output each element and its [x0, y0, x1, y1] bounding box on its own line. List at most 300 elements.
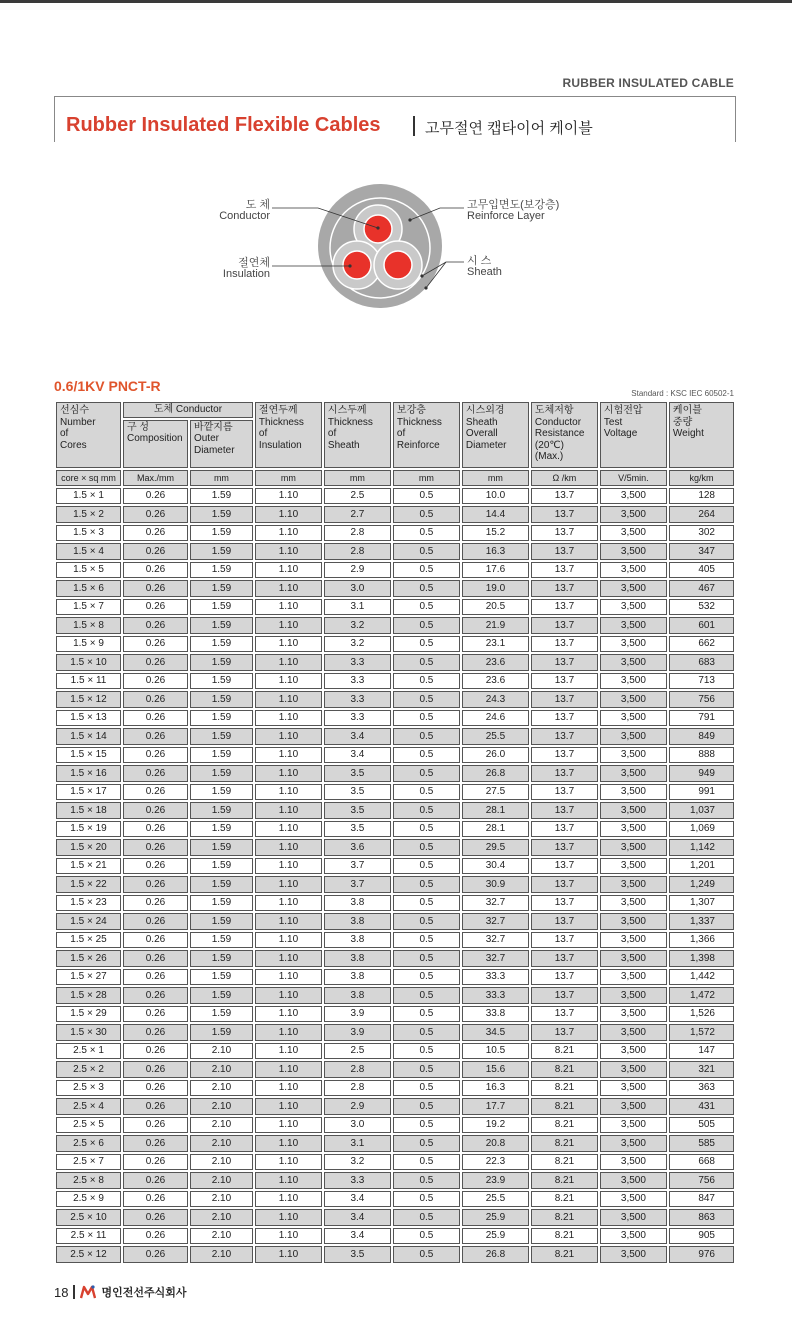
table-cell: 3.8	[324, 895, 391, 912]
table-cell: 1.59	[190, 1006, 253, 1023]
table-cell: 1.10	[255, 821, 322, 838]
table-cell: 26.0	[462, 747, 529, 764]
table-cell: 0.26	[123, 895, 188, 912]
section-title: 0.6/1KV PNCT-R	[54, 378, 161, 394]
company-name: 명인전선주식회사	[101, 1287, 187, 1299]
conductor-label-ko: 도 체	[245, 199, 270, 211]
table-cell: 1.59	[190, 488, 253, 505]
table-cell: 1.59	[190, 506, 253, 523]
table-cell: 264	[669, 506, 734, 523]
table-cell: 3,500	[600, 599, 667, 616]
table-cell: 32.7	[462, 913, 529, 930]
table-cell: 1.10	[255, 895, 322, 912]
header-conductor-resistance: 도체저항 Conductor Resistance (20℃) (Max.)	[531, 402, 598, 468]
table-cell: 2.10	[190, 1061, 253, 1078]
table-cell: 3,500	[600, 728, 667, 745]
table-cell: 13.7	[531, 858, 598, 875]
table-row	[56, 969, 734, 986]
table-cell: 0.5	[393, 969, 460, 986]
table-cell: 1.10	[255, 802, 322, 819]
sheath-label-en: Sheath	[467, 266, 502, 278]
table-cell: 0.5	[393, 654, 460, 671]
table-cell: 3.2	[324, 617, 391, 634]
table-cell: 1.59	[190, 636, 253, 653]
table-cell: 1.5 × 16	[56, 765, 121, 782]
table-cell: 3,500	[600, 543, 667, 560]
table-cell: 1.10	[255, 691, 322, 708]
table-cell: 3.5	[324, 765, 391, 782]
table-cell: 662	[669, 636, 734, 653]
table-cell: 13.7	[531, 599, 598, 616]
table-cell: 2.5	[324, 488, 391, 505]
table-cell: 0.5	[393, 1135, 460, 1152]
table-cell: 3,500	[600, 913, 667, 930]
table-cell: 3,500	[600, 858, 667, 875]
table-cell: 19.0	[462, 580, 529, 597]
table-row	[56, 876, 734, 893]
table-cell: 2.8	[324, 1061, 391, 1078]
table-cell: 1.10	[255, 728, 322, 745]
table-cell: 1.10	[255, 1080, 322, 1097]
table-cell: 0.26	[123, 1006, 188, 1023]
table-cell: 3,500	[600, 932, 667, 949]
table-cell: 321	[669, 1061, 734, 1078]
table-cell: 32.7	[462, 932, 529, 949]
table-cell: 0.26	[123, 617, 188, 634]
page-number: 18	[54, 1284, 69, 1300]
table-cell: 3.2	[324, 636, 391, 653]
table-cell: 3,500	[600, 673, 667, 690]
table-cell: 3,500	[600, 839, 667, 856]
table-cell: 2.7	[324, 506, 391, 523]
table-cell: 2.10	[190, 1209, 253, 1226]
table-row	[56, 710, 734, 727]
table-cell: 0.5	[393, 1209, 460, 1226]
table-cell: 15.2	[462, 525, 529, 542]
table-cell: 1.5 × 27	[56, 969, 121, 986]
page-title: Rubber Insulated Flexible Cables	[66, 114, 381, 136]
table-cell: 13.7	[531, 969, 598, 986]
table-row	[56, 1117, 734, 1134]
table-cell: 1.10	[255, 784, 322, 801]
table-row	[56, 913, 734, 930]
table-cell: 1.59	[190, 913, 253, 930]
table-row	[56, 950, 734, 967]
table-cell: 1.59	[190, 691, 253, 708]
table-cell: 1.10	[255, 913, 322, 930]
table-cell: 0.5	[393, 525, 460, 542]
insulation-label-en: Insulation	[222, 268, 270, 280]
table-cell: 3.1	[324, 599, 391, 616]
table-cell: 8.21	[531, 1172, 598, 1189]
table-row	[56, 1024, 734, 1041]
table-cell: 0.5	[393, 691, 460, 708]
table-cell: 0.26	[123, 728, 188, 745]
table-cell: 1.10	[255, 543, 322, 560]
header-sheath-thickness: 시스두께 Thickness of Sheath	[324, 402, 391, 468]
table-row	[56, 1228, 734, 1245]
table-cell: 13.7	[531, 747, 598, 764]
table-cell: 8.21	[531, 1191, 598, 1208]
table-cell: 0.26	[123, 1080, 188, 1097]
table-cell: 1.10	[255, 673, 322, 690]
table-cell: 0.26	[123, 1172, 188, 1189]
table-cell: 13.7	[531, 932, 598, 949]
table-cell: 29.5	[462, 839, 529, 856]
table-cell: 2.10	[190, 1228, 253, 1245]
table-cell: 2.5 × 10	[56, 1209, 121, 1226]
table-cell: 8.21	[531, 1117, 598, 1134]
table-cell: 17.7	[462, 1098, 529, 1115]
unit-cell: mm	[255, 470, 322, 486]
table-cell: 1.59	[190, 599, 253, 616]
table-cell: 1.5 × 25	[56, 932, 121, 949]
table-cell: 3,500	[600, 488, 667, 505]
table-cell: 3,500	[600, 1154, 667, 1171]
table-cell: 0.26	[123, 1228, 188, 1245]
table-cell: 1.59	[190, 562, 253, 579]
header-insulation-thickness: 절연두께 Thickness of Insulation	[255, 402, 322, 468]
table-cell: 849	[669, 728, 734, 745]
table-cell: 0.26	[123, 580, 188, 597]
table-cell: 0.26	[123, 1098, 188, 1115]
table-cell: 28.1	[462, 821, 529, 838]
table-cell: 949	[669, 765, 734, 782]
table-cell: 3.3	[324, 673, 391, 690]
table-cell: 347	[669, 543, 734, 560]
title-separator	[413, 116, 415, 136]
table-cell: 0.26	[123, 950, 188, 967]
table-cell: 1.5 × 22	[56, 876, 121, 893]
table-cell: 33.8	[462, 1006, 529, 1023]
table-cell: 1.5 × 11	[56, 673, 121, 690]
table-cell: 0.5	[393, 506, 460, 523]
table-cell: 3.0	[324, 580, 391, 597]
table-cell: 20.5	[462, 599, 529, 616]
table-cell: 3,500	[600, 1135, 667, 1152]
table-cell: 0.5	[393, 543, 460, 560]
table-cell: 976	[669, 1246, 734, 1263]
table-cell: 0.5	[393, 821, 460, 838]
table-cell: 1.5 × 17	[56, 784, 121, 801]
table-cell: 0.26	[123, 876, 188, 893]
table-cell: 0.26	[123, 636, 188, 653]
table-cell: 13.7	[531, 950, 598, 967]
table-cell: 2.5 × 8	[56, 1172, 121, 1189]
table-cell: 3,500	[600, 1246, 667, 1263]
table-cell: 0.26	[123, 710, 188, 727]
table-cell: 1.10	[255, 839, 322, 856]
table-cell: 0.5	[393, 950, 460, 967]
table-cell: 13.7	[531, 765, 598, 782]
table-cell: 1.5 × 23	[56, 895, 121, 912]
table-cell: 0.26	[123, 525, 188, 542]
table-row	[56, 488, 734, 505]
page-title-korean: 고무절연 캡타이어 케이블	[425, 120, 593, 137]
table-cell: 1.10	[255, 506, 322, 523]
table-row	[56, 525, 734, 542]
table-cell: 1.5 × 1	[56, 488, 121, 505]
table-cell: 3,500	[600, 1209, 667, 1226]
table-row	[56, 506, 734, 523]
table-cell: 8.21	[531, 1098, 598, 1115]
table-cell: 0.5	[393, 1043, 460, 1060]
table-cell: 0.5	[393, 617, 460, 634]
table-cell: 0.26	[123, 969, 188, 986]
table-cell: 0.5	[393, 747, 460, 764]
table-cell: 3.4	[324, 1191, 391, 1208]
table-cell: 3,500	[600, 691, 667, 708]
table-cell: 8.21	[531, 1135, 598, 1152]
footer-separator	[73, 1285, 75, 1299]
table-cell: 25.5	[462, 728, 529, 745]
table-cell: 8.21	[531, 1154, 598, 1171]
table-cell: 0.5	[393, 1246, 460, 1263]
table-cell: 13.7	[531, 784, 598, 801]
table-cell: 3.8	[324, 969, 391, 986]
table-cell: 3.5	[324, 784, 391, 801]
table-cell: 3.8	[324, 987, 391, 1004]
table-cell: 1.59	[190, 784, 253, 801]
table-cell: 3.3	[324, 1172, 391, 1189]
table-cell: 3,500	[600, 562, 667, 579]
table-cell: 0.5	[393, 932, 460, 949]
table-cell: 0.26	[123, 654, 188, 671]
table-cell: 13.7	[531, 617, 598, 634]
table-cell: 1.59	[190, 580, 253, 597]
table-cell: 3,500	[600, 1043, 667, 1060]
table-cell: 32.7	[462, 895, 529, 912]
table-cell: 1.10	[255, 876, 322, 893]
table-cell: 2.10	[190, 1246, 253, 1263]
table-cell: 0.5	[393, 1098, 460, 1115]
table-cell: 1.59	[190, 765, 253, 782]
table-cell: 505	[669, 1117, 734, 1134]
table-cell: 683	[669, 654, 734, 671]
table-cell: 10.5	[462, 1043, 529, 1060]
unit-cell: Max./mm	[123, 470, 188, 486]
table-cell: 1.59	[190, 950, 253, 967]
table-cell: 1.10	[255, 1209, 322, 1226]
table-cell: 0.26	[123, 839, 188, 856]
table-cell: 8.21	[531, 1209, 598, 1226]
table-cell: 20.8	[462, 1135, 529, 1152]
unit-cell: V/5min.	[600, 470, 667, 486]
running-head: RUBBER INSULATED CABLE	[562, 76, 734, 90]
table-cell: 0.26	[123, 1191, 188, 1208]
table-cell: 0.26	[123, 987, 188, 1004]
table-cell: 2.10	[190, 1080, 253, 1097]
table-cell: 1.5 × 10	[56, 654, 121, 671]
table-cell: 467	[669, 580, 734, 597]
table-row	[56, 765, 734, 782]
table-cell: 0.26	[123, 488, 188, 505]
table-cell: 3,500	[600, 1080, 667, 1097]
table-cell: 1.10	[255, 1191, 322, 1208]
table-cell: 1.5 × 2	[56, 506, 121, 523]
table-cell: 2.10	[190, 1135, 253, 1152]
table-cell: 13.7	[531, 1024, 598, 1041]
table-cell: 13.7	[531, 876, 598, 893]
table-cell: 0.26	[123, 1154, 188, 1171]
table-cell: 0.5	[393, 895, 460, 912]
table-cell: 0.5	[393, 876, 460, 893]
table-cell: 0.26	[123, 599, 188, 616]
table-cell: 0.5	[393, 636, 460, 653]
table-cell: 1.5 × 6	[56, 580, 121, 597]
table-cell: 2.5 × 2	[56, 1061, 121, 1078]
table-cell: 3.4	[324, 1228, 391, 1245]
table-cell: 2.5 × 3	[56, 1080, 121, 1097]
table-cell: 1,398	[669, 950, 734, 967]
header-reinforce-thickness: 보강층 Thickness of Reinforce	[393, 402, 460, 468]
table-cell: 3.5	[324, 821, 391, 838]
table-cell: 1.10	[255, 858, 322, 875]
table-cell: 3,500	[600, 1024, 667, 1041]
table-cell: 1.10	[255, 1024, 322, 1041]
table-row	[56, 1098, 734, 1115]
table-cell: 0.5	[393, 1154, 460, 1171]
table-cell: 26.8	[462, 765, 529, 782]
table-cell: 3.3	[324, 654, 391, 671]
table-cell: 0.5	[393, 1191, 460, 1208]
table-cell: 1.10	[255, 932, 322, 949]
table-row	[56, 784, 734, 801]
table-cell: 2.10	[190, 1172, 253, 1189]
table-row	[56, 617, 734, 634]
table-cell: 1.59	[190, 858, 253, 875]
reinforce-label-en: Reinforce Layer	[467, 210, 545, 222]
table-cell: 3,500	[600, 1006, 667, 1023]
table-cell: 1.10	[255, 488, 322, 505]
table-cell: 13.7	[531, 525, 598, 542]
table-cell: 15.6	[462, 1061, 529, 1078]
table-cell: 3.8	[324, 950, 391, 967]
table-cell: 10.0	[462, 488, 529, 505]
header-weight: 케이블 중량 Weight	[669, 402, 734, 468]
table-cell: 847	[669, 1191, 734, 1208]
table-cell: 0.5	[393, 839, 460, 856]
table-cell: 1.5 × 9	[56, 636, 121, 653]
table-cell: 34.5	[462, 1024, 529, 1041]
table-cell: 3.0	[324, 1117, 391, 1134]
table-cell: 0.5	[393, 673, 460, 690]
table-cell: 3.6	[324, 839, 391, 856]
table-row	[56, 580, 734, 597]
spec-table	[54, 400, 736, 1265]
table-cell: 13.7	[531, 728, 598, 745]
table-cell: 1.59	[190, 839, 253, 856]
table-cell: 431	[669, 1098, 734, 1115]
table-cell: 1.5 × 12	[56, 691, 121, 708]
table-cell: 24.6	[462, 710, 529, 727]
table-cell: 0.5	[393, 1061, 460, 1078]
table-cell: 3,500	[600, 969, 667, 986]
table-cell: 888	[669, 747, 734, 764]
table-cell: 2.5 × 7	[56, 1154, 121, 1171]
table-cell: 1.5 × 30	[56, 1024, 121, 1041]
table-cell: 0.26	[123, 506, 188, 523]
header-composition: 구 성 Composition	[123, 420, 188, 468]
table-cell: 0.26	[123, 802, 188, 819]
table-cell: 3,500	[600, 950, 667, 967]
table-cell: 1.5 × 8	[56, 617, 121, 634]
table-cell: 1.5 × 3	[56, 525, 121, 542]
table-cell: 2.10	[190, 1154, 253, 1171]
table-cell: 1.10	[255, 1135, 322, 1152]
table-row	[56, 839, 734, 856]
table-cell: 16.3	[462, 543, 529, 560]
table-cell: 1.10	[255, 1043, 322, 1060]
table-cell: 3,500	[600, 1172, 667, 1189]
table-cell: 0.26	[123, 562, 188, 579]
table-cell: 1.5 × 29	[56, 1006, 121, 1023]
table-cell: 13.7	[531, 488, 598, 505]
table-cell: 128	[669, 488, 734, 505]
table-cell: 1.10	[255, 1098, 322, 1115]
table-cell: 1.59	[190, 747, 253, 764]
conductor-left	[343, 251, 371, 279]
table-cell: 33.3	[462, 987, 529, 1004]
table-cell: 3,500	[600, 1098, 667, 1115]
table-cell: 0.26	[123, 1246, 188, 1263]
table-cell: 16.3	[462, 1080, 529, 1097]
table-cell: 1.10	[255, 1154, 322, 1171]
table-cell: 302	[669, 525, 734, 542]
table-row	[56, 821, 734, 838]
table-cell: 1.5 × 21	[56, 858, 121, 875]
table-cell: 21.9	[462, 617, 529, 634]
table-cell: 0.26	[123, 1117, 188, 1134]
table-cell: 1.59	[190, 932, 253, 949]
table-cell: 0.5	[393, 562, 460, 579]
unit-cell: kg/km	[669, 470, 734, 486]
table-cell: 0.5	[393, 599, 460, 616]
table-cell: 23.1	[462, 636, 529, 653]
conductor-label-en: Conductor	[219, 210, 270, 222]
table-cell: 1.59	[190, 876, 253, 893]
table-row	[56, 1043, 734, 1060]
table-row	[56, 1209, 734, 1226]
table-cell: 0.26	[123, 1024, 188, 1041]
table-cell: 1.5 × 13	[56, 710, 121, 727]
table-cell: 1.10	[255, 747, 322, 764]
table-cell: 3.5	[324, 802, 391, 819]
table-cell: 3.3	[324, 710, 391, 727]
table-row	[56, 1006, 734, 1023]
company-logo-icon	[80, 1285, 96, 1299]
table-cell: 1.10	[255, 969, 322, 986]
table-cell: 1.5 × 7	[56, 599, 121, 616]
table-cell: 405	[669, 562, 734, 579]
table-cell: 8.21	[531, 1246, 598, 1263]
sheath-label-ko: 시 스	[467, 255, 492, 267]
table-cell: 0.26	[123, 1043, 188, 1060]
table-cell: 2.5 × 1	[56, 1043, 121, 1060]
table-cell: 1.5 × 5	[56, 562, 121, 579]
table-cell: 0.26	[123, 765, 188, 782]
table-cell: 0.5	[393, 1024, 460, 1041]
table-cell: 2.9	[324, 1098, 391, 1115]
table-cell: 1.10	[255, 765, 322, 782]
unit-cell: core × sq mm	[56, 470, 121, 486]
table-cell: 1,337	[669, 913, 734, 930]
table-cell: 0.26	[123, 784, 188, 801]
table-cell: 1,526	[669, 1006, 734, 1023]
table-cell: 1.5 × 28	[56, 987, 121, 1004]
unit-cell: mm	[324, 470, 391, 486]
table-cell: 3,500	[600, 765, 667, 782]
